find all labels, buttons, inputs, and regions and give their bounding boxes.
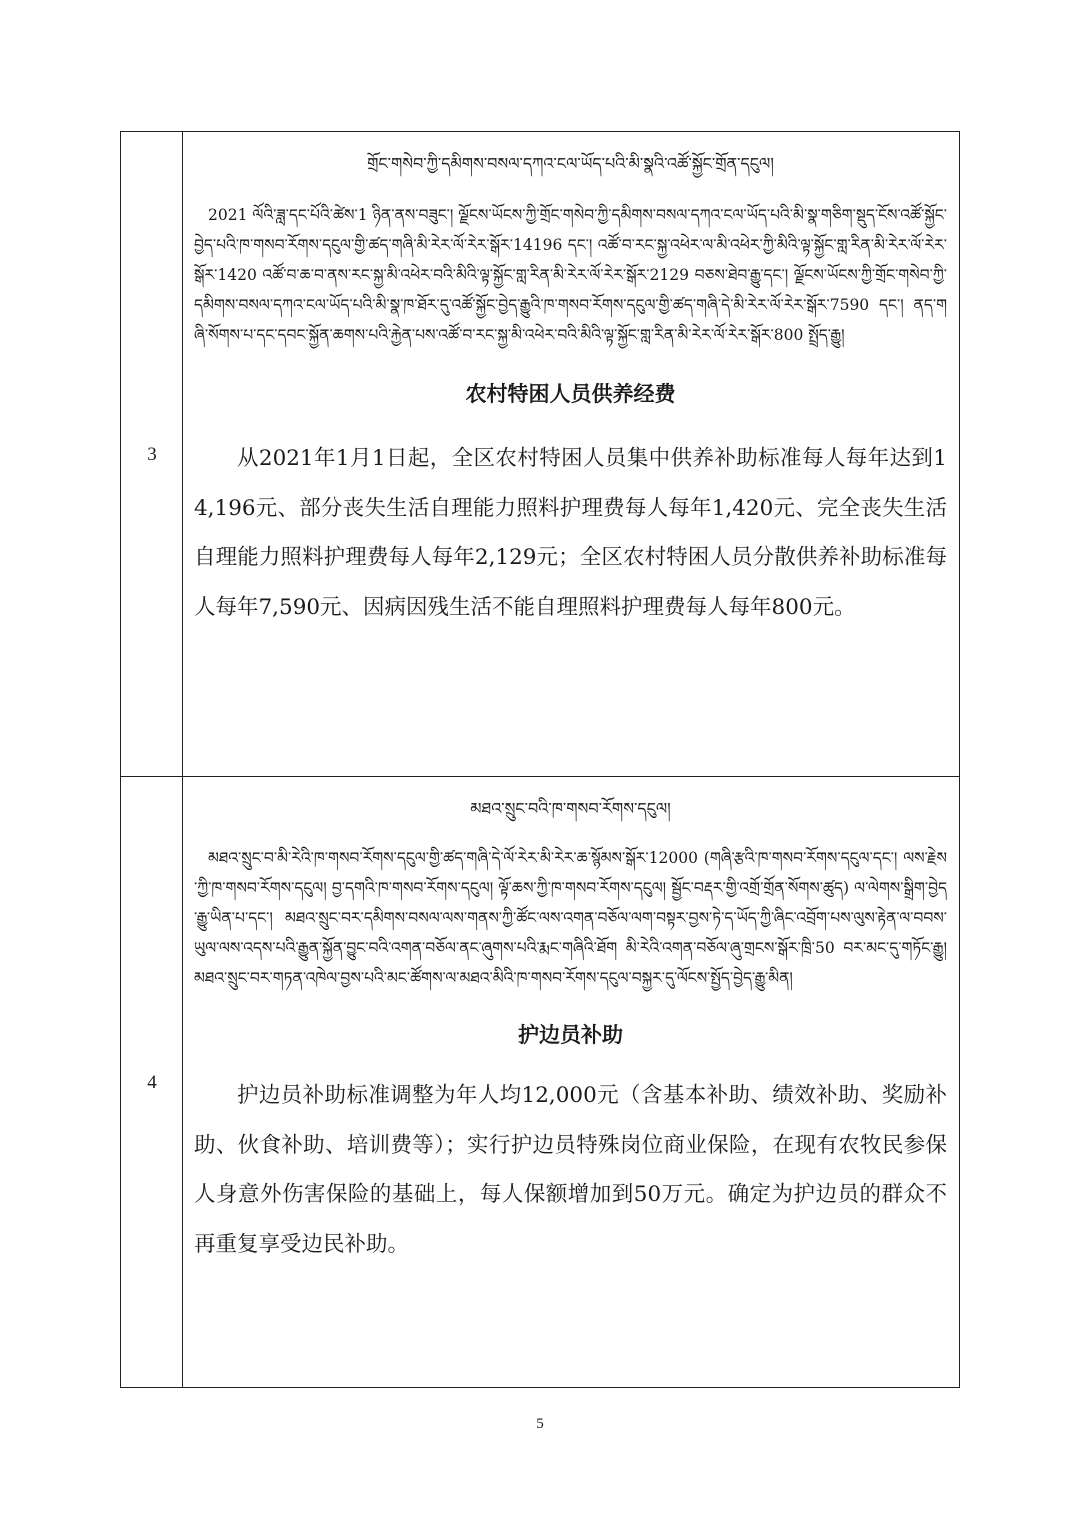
row-number: 3 bbox=[147, 444, 157, 465]
policy-table bbox=[120, 131, 960, 1388]
row-number-cell bbox=[121, 777, 183, 1387]
tibetan-body: 2021 ལོའི་ཟླ་དང་པོའི་ཚེས་1 ཉིན་ནས་བཟུང་། ལྗོངས་ཡོངས་ཀྱི་གྲོང་གསེབ་ཀྱི་དམིགས་བསལ་དཀའ་ངལ་ཡོད་པའི་མི་སྣ་གཅིག་སྡུད་ངོས་འཚོ་སྐྱོང་བྱེད་པའི་ཁ་གསབ་རོགས་དངུལ་གྱི་ཚད་གཞི་མི་རེར་ལོ་རེར་སྒོར་14196 དང་། འཚོ་བ་རང་སྐྱ་འཕེར་ལ་མི་འཕེར་ཀྱི་མིའི་ལྟ་སྐྱོང་གླ་རིན་མི་རེར་ལོ་རེར་སྒོར་1420 འཚོ་བ་ཆ་བ་ནས་རང་སྐྱ་མི་འཕེར་བའི་མིའི་ལྟ་སྐྱོང་གླ་རིན་མི་རེར་ལོ་རེར་སྒོར་2129 བཅས་ཐེབ་རྒྱུ་དང་། ལྗོངས་ཡོངས་ཀྱི་གྲོང་གསེབ་ཀྱི་དམིགས་བསལ་དཀའ་ངལ་ཡོད་པའི་མི་སྣ་ཁ་ཐོར་དུ་འཚོ་སྐྱོང་བྱེད་རྒྱུའི་ཁ་གསབ་རོགས་དངུལ་གྱི་ཚད་གཞི་དེ་མི་རེར་ལོ་རེར་སྒོར་7590 དང་། ནད་གཞི་སོགས་པ་དང་དབང་སྐྱོན་ཆགས་པའི་རྐྱེན་པས་འཚོ་བ་རང་སྐྱ་མི་འཕེར་བའི་མིའི་ལྟ་སྐྱོང་གླ་རིན་མི་རེར་ལོ་རེར་སྒོར་800 སྤྲོད་རྒྱུ། bbox=[194, 206, 947, 344]
row-content-cell bbox=[184, 132, 959, 776]
row-content-cell bbox=[184, 777, 959, 1387]
page-number: 5 bbox=[536, 1416, 544, 1432]
table-row bbox=[121, 132, 959, 777]
tibetan-body: མཐའ་སྲུང་བ་མི་རེའི་ཁ་གསབ་རོགས་དངུལ་གྱི་ཚད་གཞི་དེ་ལོ་རེར་མི་རེར་ཆ་སྙོམས་སྒོར་12000 (གཞི་རྩའི་ཁ་གསབ་རོགས་དངུལ་དང་། ལས་རྗེས་ཀྱི་ཁ་གསབ་རོགས་དངུལ། བྱ་དགའི་ཁ་གསབ་རོགས་དངུལ། ལྟོ་ཆས་ཀྱི་ཁ་གསབ་རོགས་དངུལ། སྦྱོང་བརྡར་གྱི་འགྲོ་གྲོན་སོགས་ཚུད) ལ་ལེགས་སྒྲིག་བྱེད་རྒྱུ་ཡིན་པ་དང་། མཐའ་སྲུང་བར་དམིགས་བསལ་ལས་གནས་ཀྱི་ཚོང་ལས་འགན་བཅོལ་ལག་བསྟར་བྱས་ཏེ་ད་ཡོད་ཀྱི་ཞིང་འབྲོག་པས་ལུས་རྟེན་ལ་བབས་ཡུལ་ལས་འདས་པའི་རྒྱུན་སྐྱོན་བྱུང་བའི་འགན་བཅོལ་ནང་ཞུགས་པའི་རྨང་གཞིའི་ཐོག མི་རེའི་འགན་བཅོལ་ཞུ་གྲངས་སྒོར་ཁྲི་50 བར་མང་དུ་གཏོང་རྒྱུ། མཐའ་སྲུང་བར་གཏན་འཁེལ་བྱས་པའི་མང་ཚོགས་ལ་མཐའ་མིའི་ཁ་གསབ་རོགས་དངུལ་བསྐྱར་དུ་ལོངས་སྤྱོད་བྱེད་རྒྱུ་མིན། bbox=[194, 849, 947, 987]
chinese-title: 农村特困人员供养经费 bbox=[465, 382, 676, 406]
chinese-body: 护边员补助标准调整为年人均12,000元（含基本补助、绩效补助、奖励补助、伙食补助、培训费等）；实行护边员特殊岗位商业保险，在现有农牧民参保人身意外伤害保险的基础上，每人保额增加到50万元。确定为护边员的群众不再重复享受边民补助。 bbox=[194, 1083, 947, 1257]
row-number: 4 bbox=[147, 1072, 157, 1093]
tibetan-title: གྲོང་གསེབ་ཀྱི་དམིགས་བསལ་དཀའ་ངལ་ཡོད་པའི་མི་སྣའི་འཚོ་སྐྱོང་གྲོན་དངུལ། bbox=[367, 154, 774, 173]
row-number-cell bbox=[121, 132, 183, 776]
chinese-title: 护边员补助 bbox=[518, 1023, 623, 1047]
tibetan-title: མཐའ་སྲུང་བའི་ཁ་གསབ་རོགས་དངུལ། bbox=[470, 799, 671, 818]
table-row bbox=[121, 777, 959, 1387]
chinese-body: 从2021年1月1日起，全区农村特困人员集中供养补助标准每人每年达到14,196元、部分丧失生活自理能力照料护理费每人每年1,420元、完全丧失生活自理能力照料护理费每人每年2,129元；全区农村特困人员分散供养补助标准每人每年7,590元、因病因残生活不能自理照料护理费每人每年800元。 bbox=[194, 446, 947, 620]
